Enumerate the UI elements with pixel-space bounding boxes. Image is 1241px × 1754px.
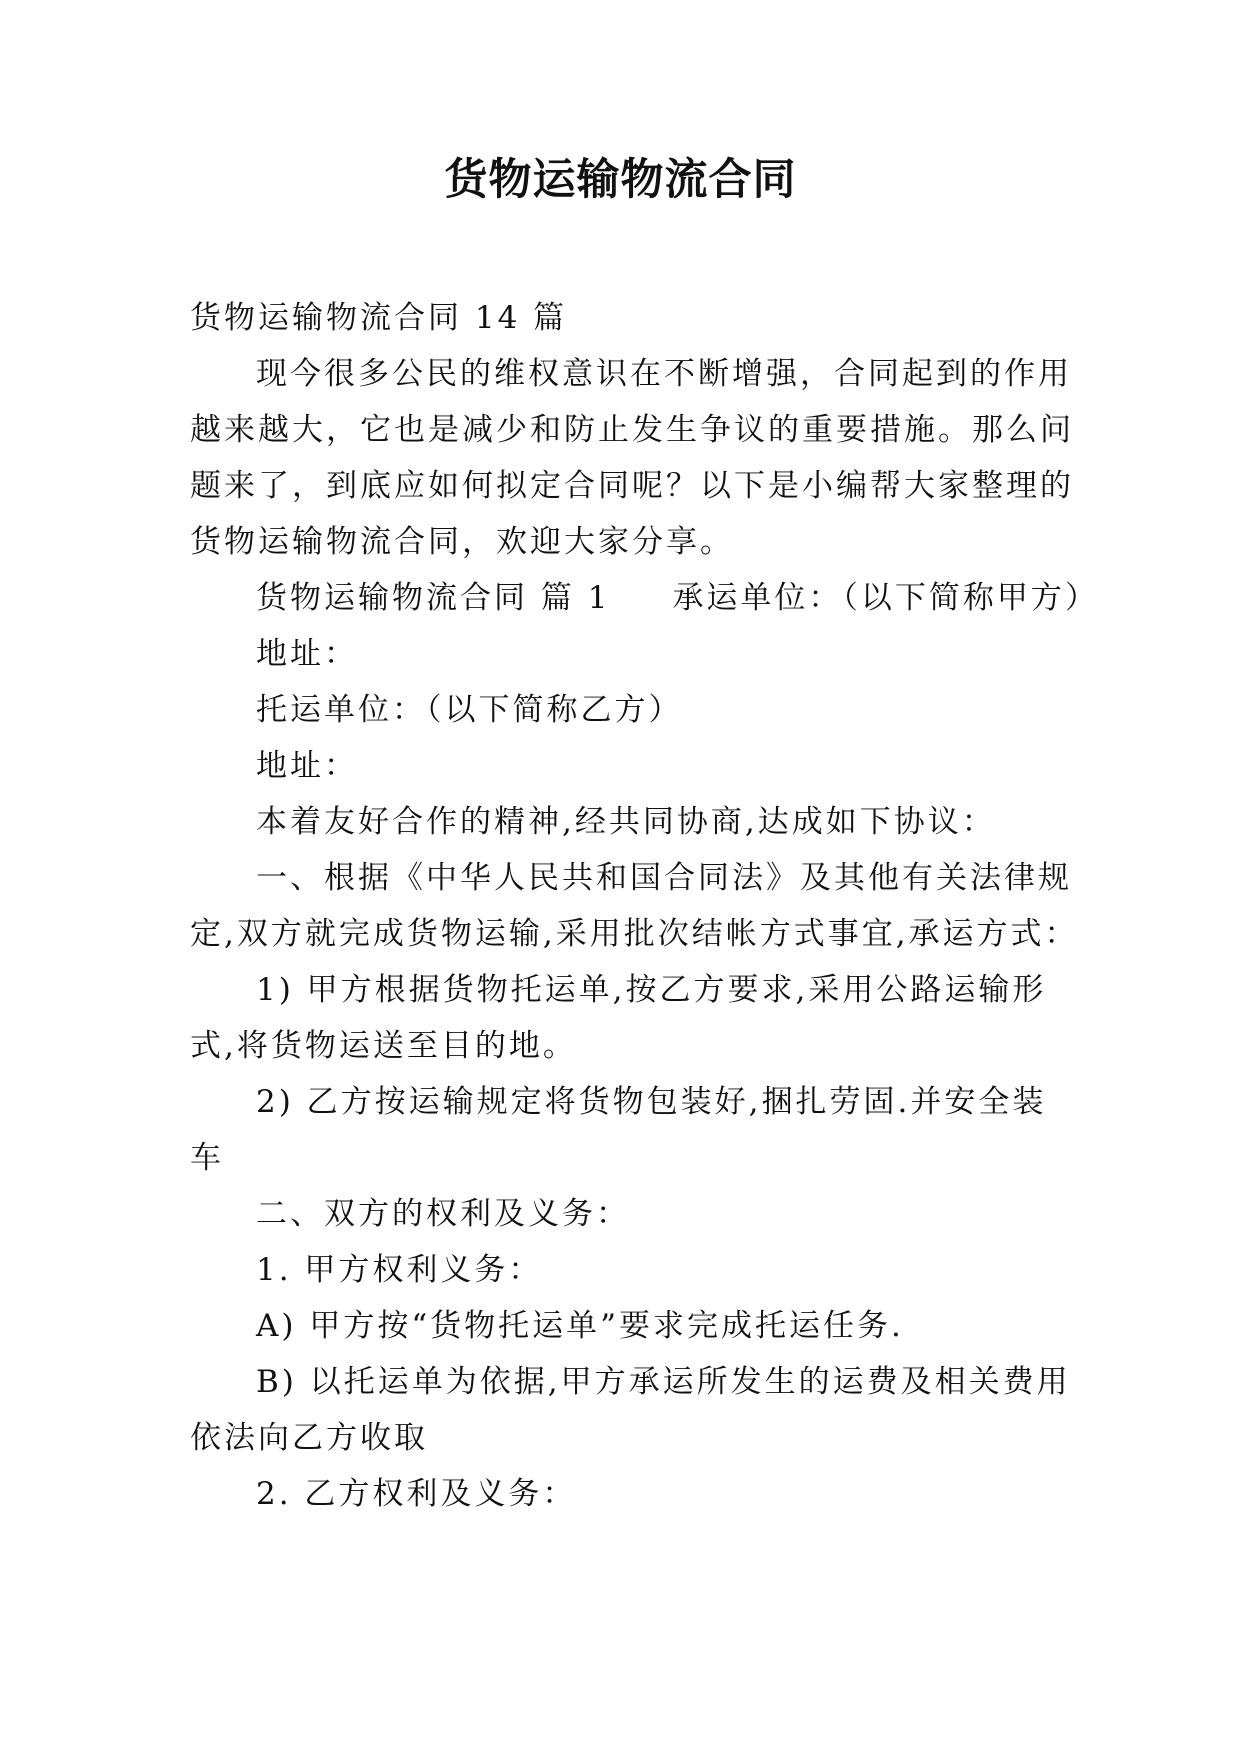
clause-line: 定,双方就完成货物运输,采用批次结帐方式事宜,承运方式：	[190, 916, 1079, 952]
clause-line: B) 以托运单为依据,甲方承运所发生的运费及相关费用	[256, 1364, 1071, 1400]
clause-line: 二、双方的权利及义务：	[256, 1196, 630, 1232]
clause-line: 1. 甲方权利义务：	[256, 1252, 543, 1288]
subtitle-line: 货物运输物流合同 14 篇	[190, 300, 568, 336]
intro-line: 题来了，到底应如何拟定合同呢？以下是小编帮大家整理的	[190, 468, 1074, 504]
carrier-label: 承运单位：（以下简称甲方）	[672, 580, 1099, 616]
shipper-line: 托运单位：（以下简称乙方）	[256, 692, 683, 728]
document-body	[190, 290, 1099, 1522]
clause-line: 依法向乙方收取	[190, 1420, 428, 1456]
section-heading-line	[190, 570, 1099, 626]
intro-line: 货物运输物流合同，欢迎大家分享。	[190, 524, 734, 560]
address-line: 地址：	[256, 636, 358, 672]
clause-line: 1) 甲方根据货物托运单,按乙方要求,采用公路运输形	[256, 972, 1047, 1008]
agreement-line: 本着友好合作的精神,经共同协商,达成如下协议：	[256, 804, 996, 840]
clause-line: 2. 乙方权利及义务：	[256, 1476, 577, 1512]
section-heading: 货物运输物流合同 篇 1	[256, 580, 611, 616]
clause-line: 2) 乙方按运输规定将货物包装好,捆扎劳固.并安全装	[256, 1084, 1047, 1120]
address-line: 地址：	[256, 748, 358, 784]
clause-line: 一、根据《中华人民共和国合同法》及其他有关法律规	[256, 860, 1072, 896]
clause-line: A) 甲方按“货物托运单”要求完成托运任务.	[256, 1308, 904, 1344]
intro-line: 现今很多公民的维权意识在不断增强，合同起到的作用	[256, 356, 1072, 392]
intro-line: 越来越大，它也是减少和防止发生争议的重要措施。那么问	[190, 412, 1074, 448]
document-title: 货物运输物流合同	[444, 155, 797, 205]
clause-line: 式,将货物运送至目的地。	[190, 1028, 577, 1064]
clause-line: 车	[190, 1140, 224, 1176]
